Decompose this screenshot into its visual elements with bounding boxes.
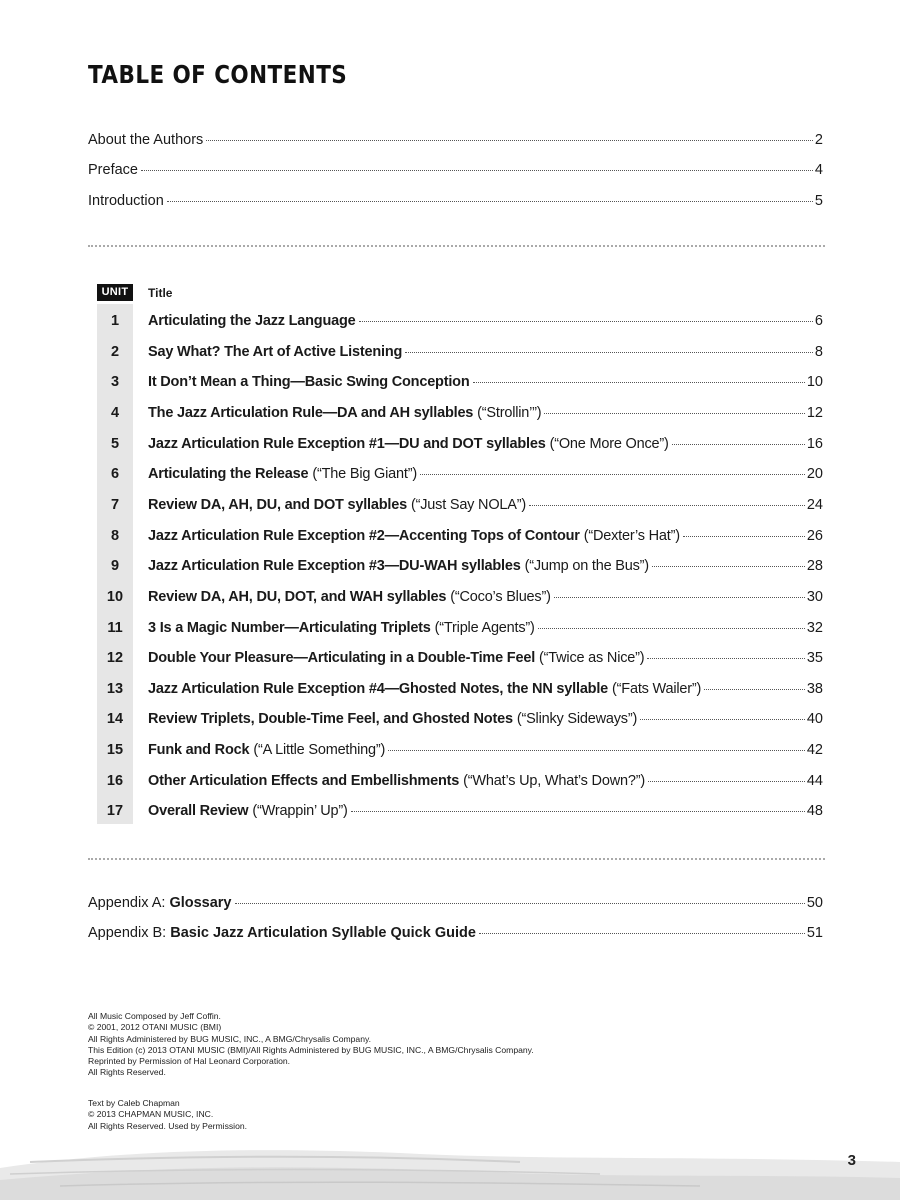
unit-title: Jazz Articulation Rule Exception #2—Accenting Tops of Contour — [148, 527, 580, 544]
unit-title: Double Your Pleasure—Articulating in a Double-Time Feel — [148, 650, 536, 667]
unit-number: 12 — [106, 650, 124, 667]
unit-page: 26 — [806, 527, 823, 544]
unit-page: 6 — [814, 313, 823, 329]
dot-leader — [167, 201, 813, 202]
unit-page: 44 — [806, 772, 823, 789]
credit-line: All Rights Reserved. — [88, 1067, 166, 1078]
unit-number: 10 — [106, 588, 124, 605]
text-credits — [88, 1098, 247, 1132]
section-divider — [88, 858, 825, 860]
unit-title: The Jazz Articulation Rule—DA and AH syllables — [148, 404, 474, 421]
toc-entry-about-authors[interactable] — [88, 132, 823, 154]
unit-song: (“Just Say NOLA”) — [410, 496, 527, 513]
unit-number: 4 — [110, 404, 120, 421]
dot-leader — [647, 658, 804, 659]
dot-leader — [544, 413, 804, 414]
credit-line: All Music Composed by Jeff Coffin. — [88, 1011, 221, 1021]
unit-number: 3 — [110, 374, 120, 391]
unit-song: (“Jump on the Bus”) — [524, 558, 649, 575]
credit-line: All Rights Reserved. Used by Permission. — [88, 1120, 248, 1131]
unit-row[interactable] — [97, 405, 823, 427]
credit-line: All Rights Administered by BUG MUSIC, INC., A BMG/Chrysalis Company. — [88, 1033, 372, 1044]
unit-row[interactable] — [97, 620, 823, 642]
unit-title: It Don’t Mean a Thing—Basic Swing Conception — [148, 374, 470, 391]
unit-row[interactable] — [97, 711, 823, 733]
unit-title: Jazz Articulation Rule Exception #3—DU-WAH syllables — [148, 558, 521, 575]
toc-entry-appendix-a[interactable] — [88, 895, 823, 917]
music-credits — [88, 1011, 534, 1079]
unit-row[interactable] — [97, 313, 823, 335]
unit-number: 6 — [110, 466, 120, 483]
unit-song: (“The Big Giant”) — [312, 466, 417, 483]
dot-leader — [388, 750, 805, 751]
unit-song: (“Strollin’”) — [477, 404, 542, 421]
unit-row[interactable] — [97, 589, 823, 611]
appendix-prefix: Appendix A: — [88, 895, 166, 911]
unit-page: 20 — [806, 466, 823, 483]
dot-leader — [640, 719, 805, 720]
dot-leader — [235, 903, 805, 904]
unit-number: 8 — [110, 527, 120, 544]
dot-leader — [479, 933, 805, 934]
credit-line: Text by Caleb Chapman — [88, 1098, 180, 1108]
toc-entry-label: Preface — [88, 162, 138, 178]
unit-number: 2 — [110, 343, 120, 360]
dot-leader — [141, 170, 813, 171]
unit-song: (“Twice as Nice”) — [539, 650, 645, 667]
toc-entry-page: 4 — [814, 162, 823, 178]
unit-number: 9 — [110, 558, 120, 575]
appendix-title: Glossary — [169, 895, 232, 911]
unit-row[interactable] — [97, 650, 823, 672]
unit-number: 5 — [110, 435, 120, 452]
appendix-title: Basic Jazz Articulation Syllable Quick Guide — [170, 925, 476, 941]
dot-leader — [405, 352, 813, 353]
unit-row[interactable] — [97, 374, 823, 396]
unit-page: 48 — [806, 803, 823, 820]
unit-song: (“Dexter’s Hat”) — [583, 527, 680, 544]
unit-song: (“Wrappin’ Up”) — [252, 803, 348, 820]
title-column-header: Title — [148, 286, 173, 300]
toc-entry-appendix-b[interactable] — [88, 925, 823, 947]
brush-stroke-decoration — [0, 1128, 900, 1200]
unit-page: 10 — [806, 374, 823, 391]
unit-title: Review DA, AH, DU, and DOT syllables — [148, 496, 407, 513]
credit-line: © 2013 CHAPMAN MUSIC, INC. — [88, 1109, 214, 1120]
unit-page: 32 — [806, 619, 823, 636]
dot-leader — [704, 689, 805, 690]
unit-row[interactable] — [97, 558, 823, 580]
unit-column-header: UNIT — [97, 284, 133, 301]
toc-entry-label: About the Authors — [88, 132, 204, 148]
unit-title: Jazz Articulation Rule Exception #4—Ghosted Notes, the NN syllable — [148, 680, 609, 697]
unit-number: 15 — [106, 742, 124, 759]
unit-page: 40 — [806, 711, 823, 728]
unit-page: 12 — [806, 404, 823, 421]
unit-number: 7 — [110, 496, 120, 513]
unit-title: Articulating the Release — [148, 466, 309, 483]
unit-title: Funk and Rock — [148, 742, 250, 759]
unit-song: (“What’s Up, What’s Down?”) — [463, 772, 645, 789]
dot-leader — [359, 321, 813, 322]
unit-row[interactable] — [97, 344, 823, 366]
toc-entry-introduction[interactable] — [88, 193, 823, 215]
unit-row[interactable] — [97, 681, 823, 703]
unit-song: (“Fats Wailer”) — [612, 680, 702, 697]
unit-page: 16 — [806, 435, 823, 452]
toc-entry-preface[interactable] — [88, 162, 823, 184]
toc-entry-page: 5 — [814, 193, 823, 209]
toc-entry-label: Introduction — [88, 193, 164, 209]
unit-page: 8 — [814, 343, 823, 360]
unit-song: (“Slinky Sideways”) — [516, 711, 638, 728]
credit-line: Reprinted by Permission of Hal Leonard Corporation. — [88, 1056, 291, 1067]
unit-number: 13 — [106, 680, 124, 697]
unit-title: Review DA, AH, DU, DOT, and WAH syllables — [148, 588, 447, 605]
unit-row[interactable] — [97, 528, 823, 550]
dot-leader — [538, 628, 805, 629]
dot-leader — [672, 444, 805, 445]
unit-page: 30 — [806, 588, 823, 605]
unit-title: Jazz Articulation Rule Exception #1—DU and DOT syllables — [148, 435, 546, 452]
unit-page: 38 — [806, 680, 823, 697]
unit-number: 14 — [106, 711, 124, 728]
page-number: 3 — [847, 1152, 856, 1169]
unit-number: 11 — [107, 619, 123, 636]
dot-leader — [648, 781, 805, 782]
unit-title: Other Articulation Effects and Embellishments — [148, 772, 460, 789]
unit-row[interactable] — [97, 773, 823, 795]
unit-number: 16 — [106, 772, 124, 789]
unit-title: Review Triplets, Double-Time Feel, and Ghosted Notes — [148, 711, 513, 728]
credit-line: © 2001, 2012 OTANI MUSIC (BMI) — [88, 1022, 222, 1033]
unit-number: 1 — [110, 313, 120, 329]
unit-title: 3 Is a Magic Number—Articulating Triplets — [148, 619, 431, 636]
unit-title: Overall Review — [148, 803, 249, 820]
toc-entry-page: 2 — [814, 132, 823, 148]
toc-entry-page: 50 — [806, 895, 823, 911]
unit-song: (“Coco’s Blues”) — [450, 588, 551, 605]
unit-page: 24 — [806, 496, 823, 513]
page-title: TABLE OF CONTENTS — [88, 60, 348, 89]
unit-song: (“One More Once”) — [549, 435, 669, 452]
unit-page: 35 — [806, 650, 823, 667]
unit-title: Say What? The Art of Active Listening — [148, 343, 403, 360]
dot-leader — [351, 811, 805, 812]
unit-row[interactable] — [97, 436, 823, 458]
dot-leader — [420, 474, 805, 475]
unit-row[interactable] — [97, 497, 823, 519]
dot-leader — [683, 536, 805, 537]
unit-page: 28 — [806, 558, 823, 575]
dot-leader — [529, 505, 805, 506]
toc-entry-page: 51 — [806, 925, 823, 941]
unit-song: (“Triple Agents”) — [434, 619, 535, 636]
dot-leader — [206, 140, 813, 141]
dot-leader — [554, 597, 805, 598]
section-divider — [88, 245, 825, 247]
unit-page: 42 — [806, 742, 823, 759]
unit-title: Articulating the Jazz Language — [148, 313, 356, 329]
dot-leader — [652, 566, 805, 567]
appendix-prefix: Appendix B: — [88, 925, 167, 941]
unit-row[interactable] — [97, 466, 823, 488]
credit-line: This Edition (c) 2013 OTANI MUSIC (BMI)/All Rights Administered by BUG MUSIC, INC., A BMG/Chrysalis Company. — [88, 1044, 534, 1055]
unit-number: 17 — [106, 803, 124, 820]
unit-song: (“A Little Something”) — [253, 742, 386, 759]
unit-row[interactable] — [97, 803, 823, 825]
unit-row[interactable] — [97, 742, 823, 764]
dot-leader — [473, 382, 805, 383]
